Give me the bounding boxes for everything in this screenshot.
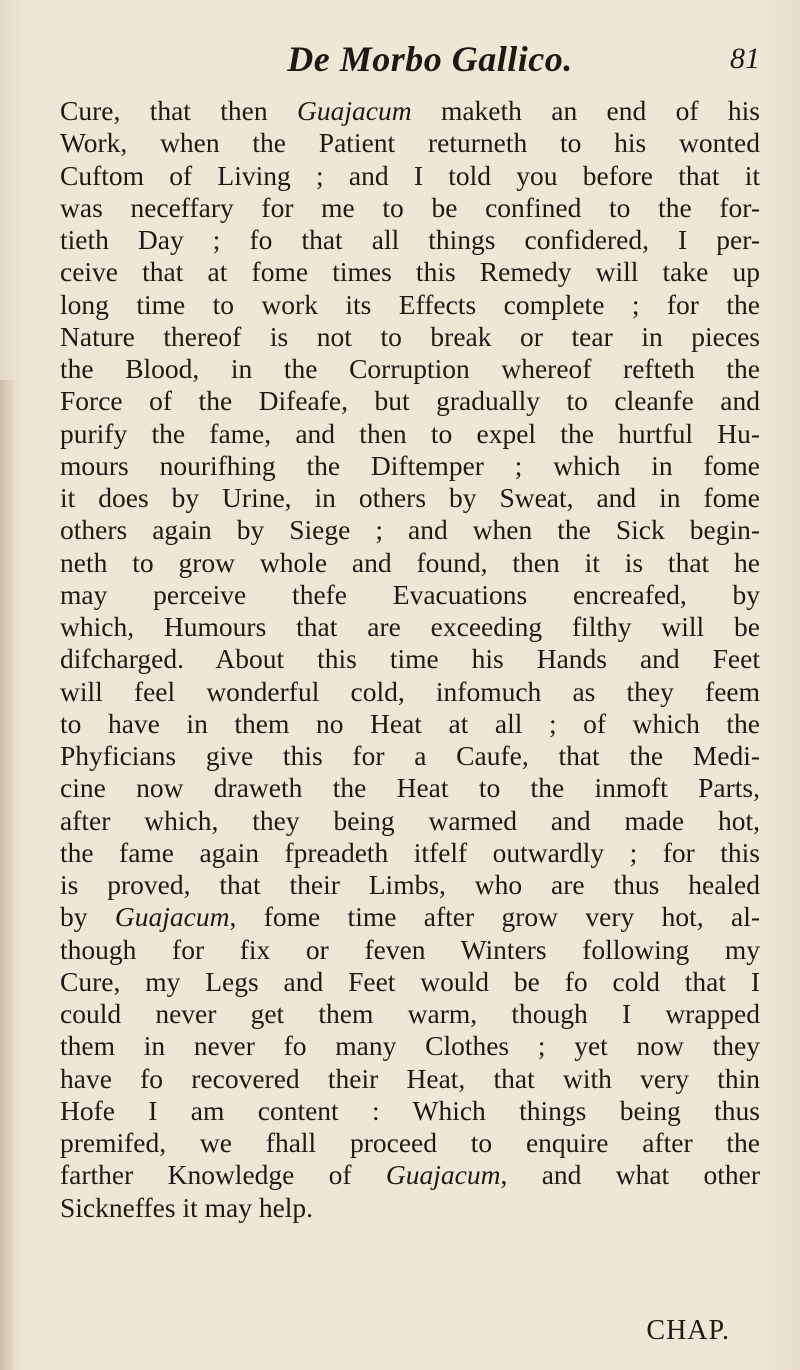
italic-term: Guajacum [297, 95, 412, 126]
text-line: it does by Urine, in others by Sweat, and in fome [60, 482, 760, 513]
text-line: others again by Siege ; and when the Sick begin- [60, 514, 760, 546]
italic-term: Guajacum [385, 1159, 501, 1191]
page-number: 81 [730, 42, 760, 75]
text-line: Sickneffes it may help. [60, 1191, 314, 1223]
text-line: purify the fame, and then to expel the hurtful Hu- [60, 417, 760, 449]
body-text [60, 95, 760, 1224]
text-line: ceive that at fome times this Remedy will take up [60, 256, 760, 288]
text-line: Phyficians give this for a Caufe, that the Medi- [60, 740, 760, 771]
page-header [60, 38, 760, 86]
text-line: could never get them warm, though I wrapped [60, 998, 760, 1029]
text-line: by Guajacum, fome time after grow very hot, al- [60, 901, 761, 933]
catchword: CHAP. [646, 1315, 730, 1346]
text-line: after which, they being warmed and made hot, [60, 804, 760, 836]
text-line: will feel wonderful cold, infomuch as they feem [60, 675, 760, 707]
text-line: farther Knowledge of Guajacum, and what other [60, 1159, 760, 1191]
italic-term: Guajacum [114, 901, 230, 933]
running-title: De Morbo Gallico. [287, 39, 573, 79]
text-line: tieth Day ; fo that all things confidered, I per- [60, 224, 760, 255]
text-line: is proved, that their Limbs, who are thus healed [60, 869, 760, 900]
text-line: premifed, we fhall proceed to enquire after the [60, 1127, 760, 1158]
text-line: Hofe I am content : Which things being thus [60, 1094, 760, 1126]
text-line: have fo recovered their Heat, that with very thin [60, 1062, 760, 1094]
page-gutter-shadow [0, 380, 14, 1370]
text-line: Cure, my Legs and Feet would be fo cold that I [60, 965, 760, 997]
text-line: cine now draweth the Heat to the inmoft Parts, [60, 772, 760, 804]
text-line: though for fix or feven Winters following my [60, 933, 760, 965]
text-line: difcharged. About this time his Hands and Feet [60, 643, 760, 675]
text-line: Work, when the Patient returneth to his wonted [60, 127, 760, 159]
text-line: them in never fo many Clothes ; yet now they [60, 1030, 760, 1062]
text-line: the Blood, in the Corruption whereof refteth the [60, 353, 760, 384]
text-line: Force of the Difeafe, but gradually to cleanfe and [60, 385, 760, 417]
text-line: Cure, that then Guajacum maketh an end of his [60, 95, 760, 126]
text-line: long time to work its Effects complete ; for the [60, 288, 760, 320]
text-line: was neceffary for me to be confined to the for- [60, 191, 760, 223]
text-line: neth to grow whole and found, then it is that he [60, 546, 760, 578]
text-line: may perceive thefe Evacuations encreafed, by [60, 578, 760, 610]
text-line: Cuftom of Living ; and I told you before that it [60, 159, 760, 191]
text-line: Nature thereof is not to break or tear in pieces [60, 320, 760, 352]
text-line: which, Humours that are exceeding filthy will be [60, 611, 760, 642]
text-line: mours nourifhing the Diftemper ; which in fome [60, 449, 760, 481]
text-line: the fame again fpreadeth itfelf outwardly ; for this [60, 836, 760, 868]
text-line: to have in them no Heat at all ; of which the [60, 707, 760, 739]
